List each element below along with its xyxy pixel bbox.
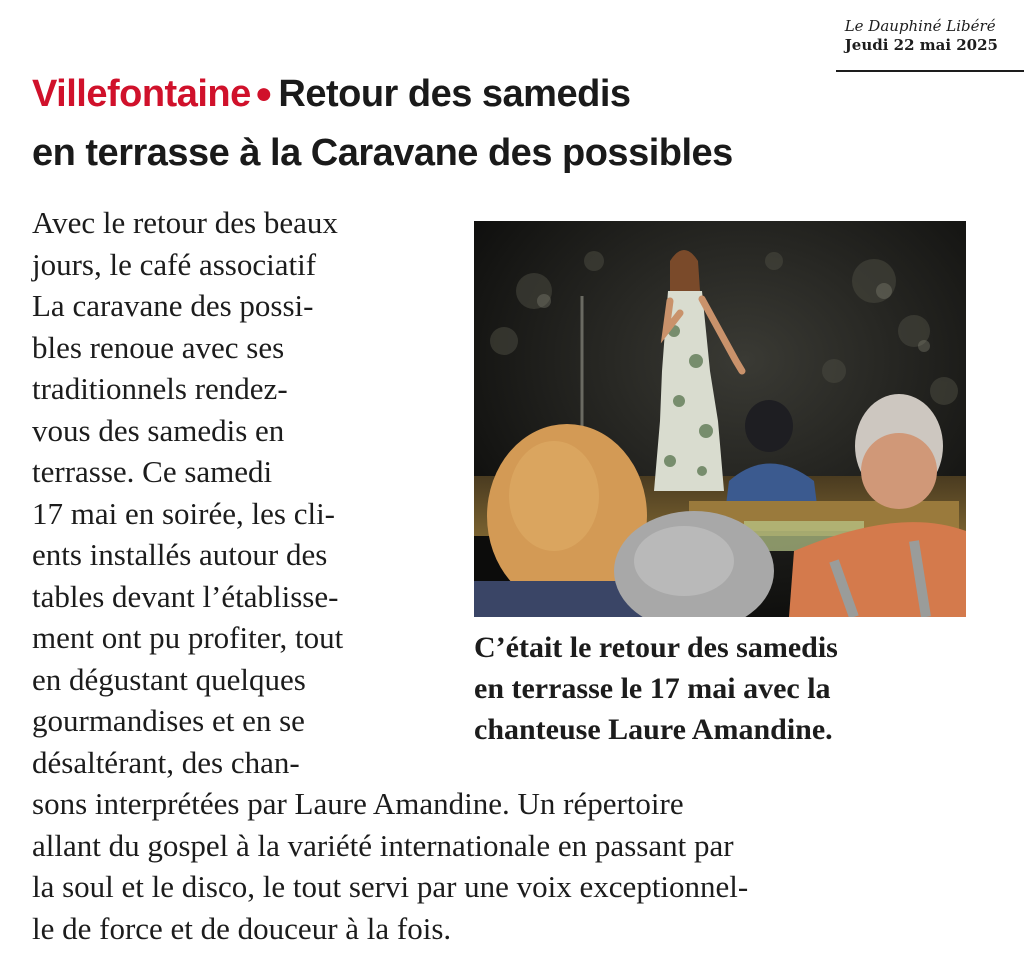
masthead bbox=[845, 16, 998, 54]
headline bbox=[32, 66, 992, 181]
caption-line: en terrasse le 17 mai avec la bbox=[474, 672, 831, 705]
article-line: terrasse. Ce samedi bbox=[32, 454, 273, 489]
publication-date: Jeudi 22 mai 2025 bbox=[844, 36, 998, 54]
article-line: vous des samedis en bbox=[32, 412, 285, 448]
article-line: ents installés autour des bbox=[32, 537, 328, 572]
article-line: La caravane des possi- bbox=[32, 288, 314, 323]
headline-line-2: en terrasse à la Caravane des possibles bbox=[32, 132, 733, 174]
article-line: en dégustant quelques bbox=[32, 661, 306, 697]
article-line: bles renoue avec ses bbox=[32, 329, 285, 365]
article-line: traditionnels rendez- bbox=[32, 371, 288, 406]
caption-line: C’était le retour des samedis bbox=[474, 631, 838, 664]
publication-name: Le Dauphiné Libéré bbox=[844, 17, 996, 35]
headline-bullet-icon: ● bbox=[254, 77, 273, 110]
article-line: tables devant l’établisse- bbox=[32, 578, 339, 614]
article-line: désaltérant, des chan- bbox=[32, 744, 300, 780]
article-line: ment ont pu profiter, tout bbox=[32, 620, 344, 655]
concert-photo bbox=[474, 221, 966, 617]
article-line: le de force et de douceur à la fois. bbox=[32, 910, 452, 946]
article-line: gourmandises et en se bbox=[32, 703, 305, 738]
article-full-width bbox=[32, 783, 992, 949]
headline-line-1: Retour des samedis bbox=[278, 73, 631, 115]
article-line: Avec le retour des beaux bbox=[32, 205, 338, 240]
article-line: sons interprétées par Laure Amandine. Un répertoire bbox=[32, 786, 684, 821]
article-line: 17 mai en soirée, les cli- bbox=[32, 495, 336, 531]
concert-photo-image bbox=[474, 221, 966, 617]
article-left-column bbox=[32, 202, 462, 783]
article-line: allant du gospel à la variété internationale en passant par bbox=[32, 827, 734, 863]
headline-locality: Villefontaine bbox=[32, 73, 251, 115]
article-line: jours, le café associatif bbox=[32, 246, 317, 282]
caption-line: chanteuse Laure Amandine. bbox=[474, 713, 833, 746]
article-line: la soul et le disco, le tout servi par une voix exceptionnel- bbox=[32, 869, 749, 904]
photo-caption bbox=[474, 627, 994, 750]
